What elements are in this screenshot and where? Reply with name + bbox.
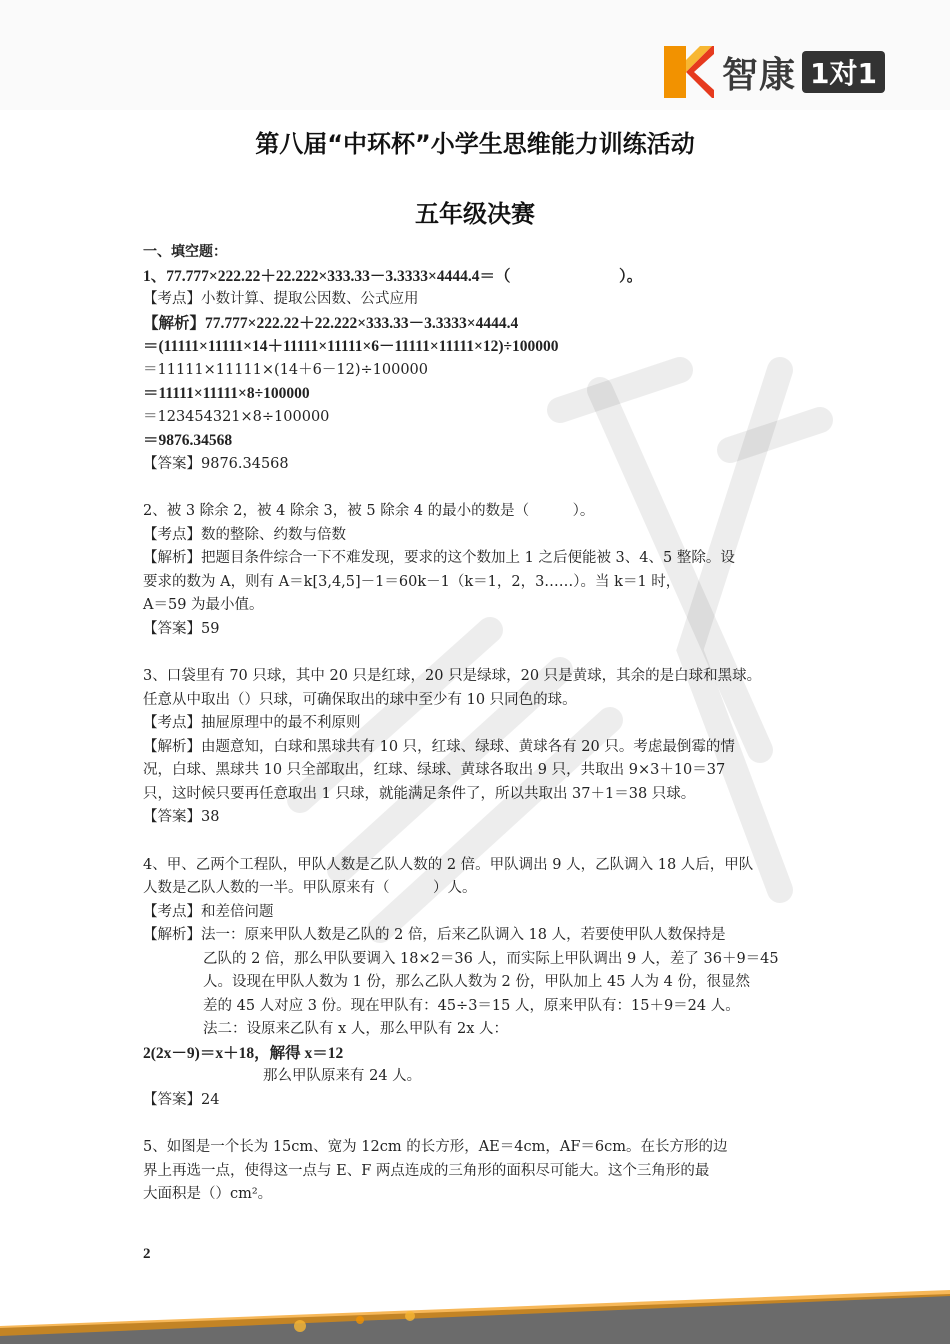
q1-solution-line: 【解析】77.777×222.22＋22.222×333.33－3.3333×4444.4 xyxy=(143,314,519,332)
q1-point: 【考点】小数计算、提取公因数、公式应用 xyxy=(143,291,419,307)
q3-point: 【考点】抽屉原理中的最不利原则 xyxy=(143,715,361,731)
q4-solution-line: 【解析】法一：原来甲队人数是乙队的 2 倍，后来乙队调入 18 人，若要使甲队人数保持是 xyxy=(143,927,726,943)
q1-solution-line: ＝11111×11111×(14＋6－12)÷100000 xyxy=(143,361,428,378)
q3-stem: 3、口袋里有 70 只球，其中 20 只是红球，20 只是绿球，20 只是黄球，其余的是白球和黑球。 xyxy=(143,668,762,684)
q3-answer: 【答案】38 xyxy=(143,809,220,825)
q4-stem: 4、甲、乙两个工程队，甲队人数是乙队人数的 2 倍。甲队调出 9 人，乙队调入 18 人后，甲队 xyxy=(143,856,754,873)
q4-point: 【考点】和差倍问题 xyxy=(143,903,274,920)
document-body xyxy=(143,241,813,1207)
page-title: 第八届“中环杯”小学生思维能力训练活动 xyxy=(255,130,695,158)
q1-stem: 1、77.777×222.22＋22.222×333.33－3.3333×4444.4＝（ ）。 xyxy=(143,267,643,285)
q2-point: 【考点】数的整除、约数与倍数 xyxy=(143,526,346,543)
q2-solution-line: 要求的数为 A，则有 A＝k[3,4,5]－1＝60k－1（k＝1，2，3……）。当 k＝1 时， xyxy=(143,573,681,590)
q2-stem: 2、被 3 除余 2，被 4 除余 3，被 5 除余 4 的最小的数是（ ）。 xyxy=(143,503,595,519)
q3-solution-line: 只，这时候只要再任意取出 1 只球，就能满足条件了，所以共取出 37＋1＝38 只球。 xyxy=(143,785,696,802)
q2-solution-line: 【解析】把题目条件综合一下不难发现，要求的这个数加上 1 之后便能被 3、4、5 整除。设 xyxy=(143,550,735,566)
q5-stem: 界上再选一点，使得这一点与 E、F 两点连成的三角形的面积尽可能大。这个三角形的最 xyxy=(143,1162,710,1179)
q1-answer: 【答案】9876.34568 xyxy=(143,455,289,472)
q4-stem: 人数是乙队人数的一半。甲队原来有（ ）人。 xyxy=(143,880,477,896)
q4-solution-line: 2(2x－9)＝x＋18，解得 x＝12 xyxy=(143,1044,344,1062)
q5-stem: 5、如图是一个长为 15cm、宽为 12cm 的长方形，AE＝4cm，AF＝6cm。在长方形的边 xyxy=(143,1139,728,1155)
q4-solution-line: 乙队的 2 倍，那么甲队要调入 18×2＝36 人，而实际上甲队调出 9 人，差了 36＋9＝45 xyxy=(203,950,779,967)
q1-solution-line: ＝9876.34568 xyxy=(143,432,233,449)
q4-solution-line: 那么甲队原来有 24 人。 xyxy=(263,1068,422,1084)
logo-badge: 1对1 xyxy=(802,51,885,93)
q2-solution-line: A＝59 为最小值。 xyxy=(143,597,264,613)
q4-solution-line: 差的 45 人对应 3 份。现在甲队有：45÷3＝15 人，原来甲队有：15＋9＝24 人。 xyxy=(203,997,740,1014)
q3-solution-line: 【解析】由题意知，白球和黑球共有 10 只，红球、绿球、黄球各有 20 只。考虑最倒霉的情 xyxy=(143,738,735,755)
q3-stem: 任意从中取出（）只球，可确保取出的球中至少有 10 只同色的球。 xyxy=(143,691,577,708)
section-heading: 一、填空题： xyxy=(143,244,227,260)
q1-solution-line: ＝11111×11111×8÷100000 xyxy=(143,385,310,402)
page-subtitle: 五年级决赛 xyxy=(415,200,535,228)
footer-decoration-icon xyxy=(0,1276,950,1344)
q5-stem: 大面积是（）cm²。 xyxy=(143,1186,273,1202)
q4-solution-line: 人。设现在甲队人数为 1 份，那么乙队人数为 2 份，甲队加上 45 人为 4 份，很显然 xyxy=(203,974,750,990)
q2-answer: 【答案】59 xyxy=(143,620,220,637)
q1-solution-line: ＝123454321×8÷100000 xyxy=(143,408,330,425)
q1-solution-line: ＝(11111×11111×14＋11111×11111×6－11111×11111×12)÷100000 xyxy=(143,338,559,355)
logo-mark-icon xyxy=(664,46,714,98)
q4-solution-line: 法二：设原来乙队有 x 人，那么甲队有 2x 人： xyxy=(203,1021,509,1037)
page-number: 2 xyxy=(143,1246,151,1262)
logo-text: 智康 xyxy=(722,54,797,96)
q3-solution-line: 况，白球、黑球共 10 只全部取出，红球、绿球、黄球各取出 9 只，共取出 9×3＋10＝37 xyxy=(143,762,726,778)
brand-logo xyxy=(664,46,885,98)
q4-answer: 【答案】24 xyxy=(143,1091,220,1108)
